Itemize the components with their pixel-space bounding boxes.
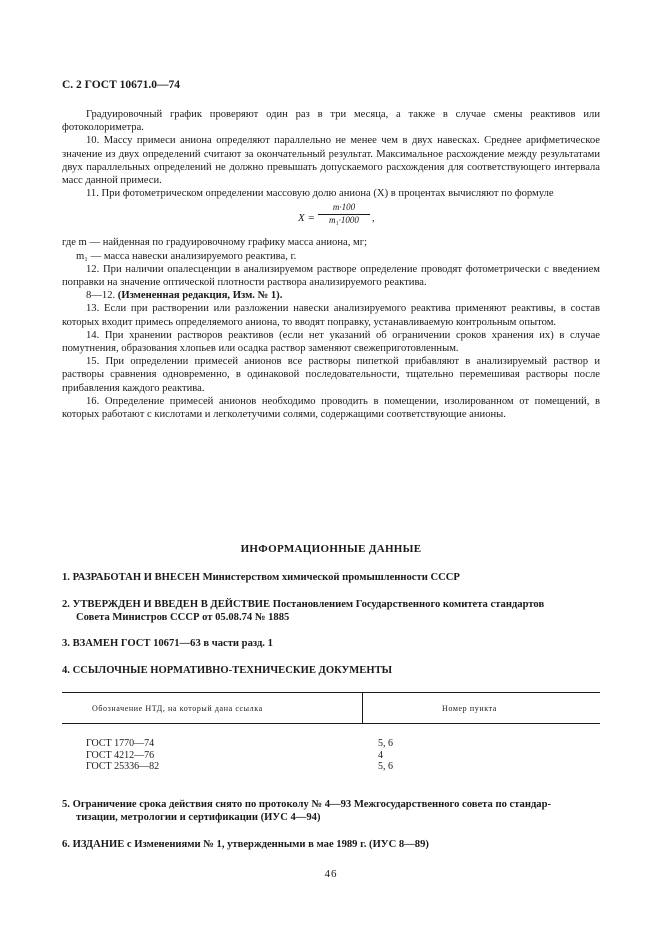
where-m1: m₁ — масса навески анализируемого реактива, г. — [76, 250, 297, 262]
table-cell-document: ГОСТ 1770—74 — [86, 738, 155, 749]
paragraph-14: 14. При хранении растворов реактивов (если нет указаний об ограничении сроков хранения их) в случае помутнения, образования хлопьев или осадка раствор заменяют свежеприготовленным. — [62, 329, 600, 355]
table-row — [62, 738, 600, 750]
table-cell-item: 5, 6 — [378, 761, 393, 772]
info-title: ИНФОРМАЦИОННЫЕ ДАННЫЕ — [240, 543, 422, 555]
table-cell-document: ГОСТ 4212—76 — [86, 749, 155, 761]
amendment-text: (Измененная редакция, Изм. № 1). — [117, 290, 283, 302]
formula — [62, 202, 600, 234]
info-item-5 — [62, 798, 600, 824]
info-item-5-line2: тизации, метрологии и сертификации (ИУС 4—94) — [76, 812, 321, 823]
table-cell-document: ГОСТ 25336—82 — [86, 761, 160, 772]
info-item-6: 6. ИЗДАНИЕ с Изменениями № 1, утвержденными в мае 1989 г. (ИУС 8—89) — [62, 839, 429, 850]
info-item-2-line1: 2. УТВЕРЖДЕН И ВВЕДЕН В ДЕЙСТВИЕ Постановлением Государственного комитета стандартов — [62, 599, 545, 610]
amendment-number: 8—12. — [86, 290, 116, 302]
page-number: 46 — [324, 868, 338, 880]
formula-numerator: m·100 — [318, 202, 370, 215]
formula-lhs: X = — [298, 212, 315, 225]
table-header — [62, 693, 600, 723]
formula-fraction — [318, 202, 370, 226]
paragraph-15: 15. При определении примесей анионов все растворы пипеткой прибавляют в анализируемый раствор и растворы сравнения одновременно, в одинаковой последовательности, тщательно перемешивая растворы после прибавления каждого реактива. — [62, 356, 600, 394]
paragraph-amendment — [62, 289, 600, 302]
body-text — [62, 108, 600, 421]
page-header: С. 2 ГОСТ 10671.0—74 — [62, 79, 181, 91]
table-cell-item: 4 — [378, 749, 383, 761]
paragraph-16: 16. Определение примесей анионов необходимо проводить в помещении, изолированном от помещений, в которых работают с кислотами и легколетучими солями, содержащими соответствующие анионы. — [62, 395, 600, 421]
info-item-4: 4. ССЫЛОЧНЫЕ НОРМАТИВНО-ТЕХНИЧЕСКИЕ ДОКУМЕНТЫ — [62, 665, 393, 676]
info-item-5-line1: 5. Ограничение срока действия снято по протоколу № 4—93 Межгосударственного совета по стандар- — [62, 799, 552, 810]
paragraph-calibration: Градуировочный график проверяют один раз в три месяца, а также в случае смены реактивов или фотоколориметра. — [62, 109, 600, 134]
table-cell-item: 5, 6 — [378, 738, 393, 749]
paragraph-12: 12. При наличии опалесценции в анализируемом растворе определение проводят фотометрически с введением поправки на значение оптической плотности раствора анализируемого реактива. — [62, 263, 600, 289]
table-column-divider — [362, 693, 363, 723]
table-header-rule — [62, 723, 600, 724]
paragraph-13: 13. Если при растворении или разложении навески анализируемого реактива применяют реактивы, в состав которых входит примесь определяемого аниона, то вводят поправку, устанавливаемую контрольным опытом. — [62, 303, 600, 328]
info-item-3: 3. ВЗАМЕН ГОСТ 10671—63 в части разд. 1 — [62, 638, 273, 649]
info-item-1: 1. РАЗРАБОТАН И ВНЕСЕН Министерством химической промышленности СССР — [62, 572, 460, 583]
table-body — [62, 738, 600, 788]
table-row — [62, 761, 600, 773]
paragraph-11: 11. При фотометрическом определении массовую долю аниона (X) в процентах вычисляют по формуле — [86, 188, 554, 200]
table-header-document: Обозначение НТД, на который дана ссылка — [92, 704, 263, 713]
where-m: где m — найденная по градуировочному графику масса аниона, мг; — [62, 237, 368, 249]
document-page — [62, 0, 600, 936]
formula-denominator: m₁·1000 — [329, 215, 359, 226]
paragraph-10: 10. Массу примеси аниона определяют параллельно не менее чем в двух навесках. Среднее арифметическое значение из двух определений считают за окончательный результат. Максимальное расхождение между результатами двух параллельных определений не должно превышать допускаемого расхождения для соответствующего интервала масс данной примеси. — [62, 135, 600, 187]
table-row — [62, 750, 600, 762]
info-item-2 — [62, 598, 600, 624]
table-header-item: Номер пункта — [442, 704, 497, 713]
ntd-table — [62, 692, 600, 788]
formula-comma: , — [372, 213, 375, 225]
info-item-2-line2: Совета Министров СССР от 05.08.74 № 1885 — [76, 612, 290, 623]
